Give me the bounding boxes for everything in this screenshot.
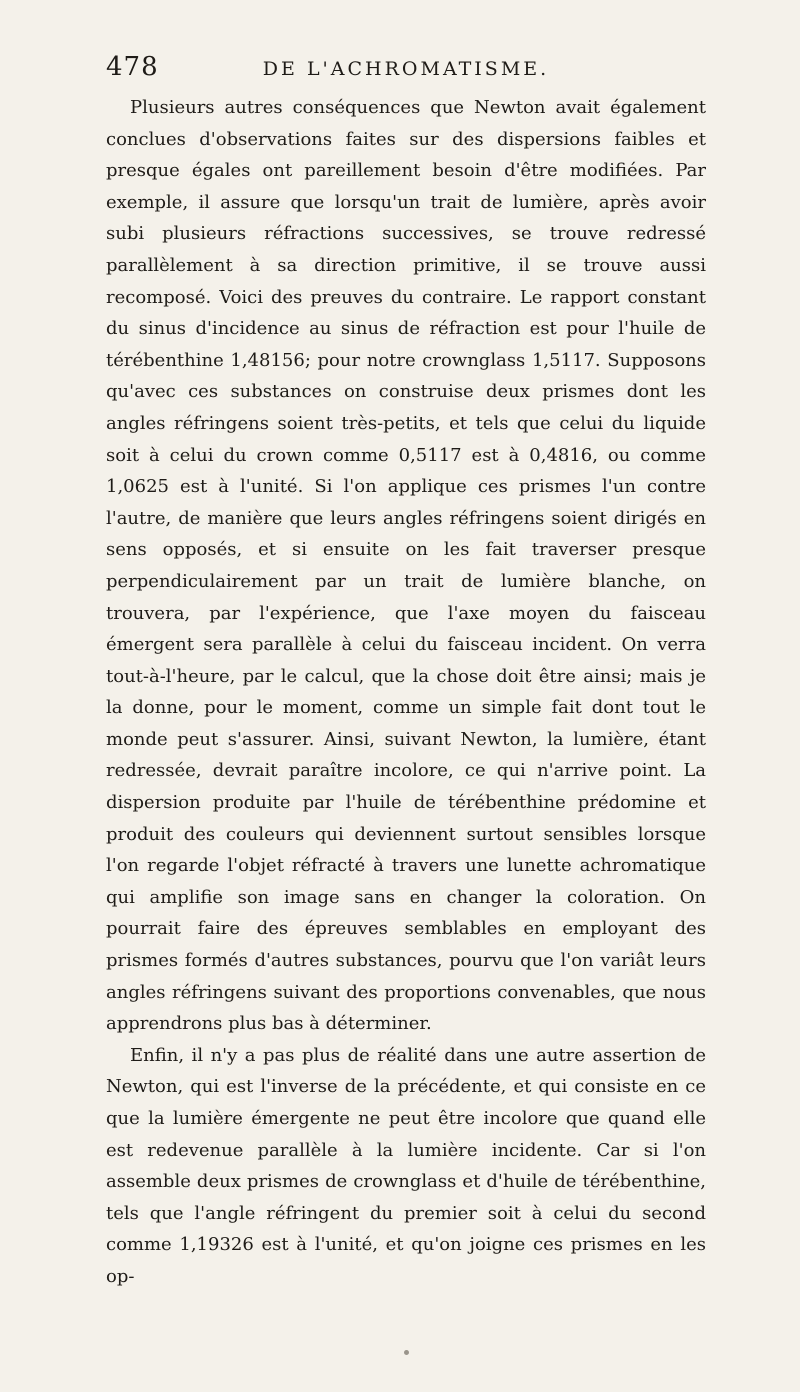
ink-dot (404, 1350, 409, 1355)
paragraph-1: Plusieurs autres conséquences que Newton avait également conclues d'observations faites sur des dispersions faibles et presque égales ont pareillement besoin d'être modifiées. Par exemple, il assure que lorsqu'un trait de lumière, après avoir subi plusieurs réfractions successives, se trouve redressé parallèlement à sa direction primitive, il se trouve aussi recomposé. Voici des preuves du contraire. Le rapport constant du sinus d'incidence au sinus de réfraction est pour l'huile de térébenthine 1,48156; pour notre crownglass 1,5117. Supposons qu'avec ces substances on construise deux prismes dont les angles réfringens soient très-petits, et tels que celui du liquide soit à celui du crown comme 0,5117 est à 0,4816, ou comme 1,0625 est à l'unité. Si l'on applique ces prismes l'un contre l'autre, de manière que leurs angles réfringens soient dirigés en sens opposés, et si ensuite on les fait traverser presque perpendiculairement par un trait de lumière blanche, on trouvera, par l'expérience, que l'axe moyen du faisceau émergent sera parallèle à celui du faisceau incident. On verra tout-à-l'heure, par le calcul, que la chose doit être ainsi; mais je la donne, pour le moment, comme un simple fait dont tout le monde peut s'assurer. Ainsi, suivant Newton, la lumière, étant redressée, devrait paraître incolore, ce qui n'arrive point. La dispersion produite par l'huile de térébenthine prédomine et produit des couleurs qui deviennent surtout sensibles lorsque l'on regarde l'objet réfracté à travers une lunette achromatique qui amplifie son image sans en changer la coloration. On pourrait faire des épreuves semblables en employant des prismes formés d'autres substances, pourvu que l'on variât leurs angles réfringens suivant des proportions convenables, que nous apprendrons plus bas à déterminer. (106, 97, 706, 1035)
page-number: 478 (106, 52, 159, 82)
paragraph-2: Enfin, il n'y a pas plus de réalité dans une autre assertion de Newton, qui est l'inverse de la précédente, et qui consiste en ce que la lumière émergente ne peut être incolore que quand elle est redevenue parallèle à la lumière incidente. Car si l'on assemble deux prismes de crownglass et d'huile de térébenthine, tels que l'angle réfringent du premier soit à celui du second comme 1,19326 est à l'unité, et qu'on joigne ces prismes en les op- (106, 1044, 706, 1287)
running-title: DE L'ACHROMATISME. (262, 58, 550, 80)
body-text (106, 92, 706, 1293)
book-page (106, 52, 706, 1293)
running-header (106, 52, 706, 86)
